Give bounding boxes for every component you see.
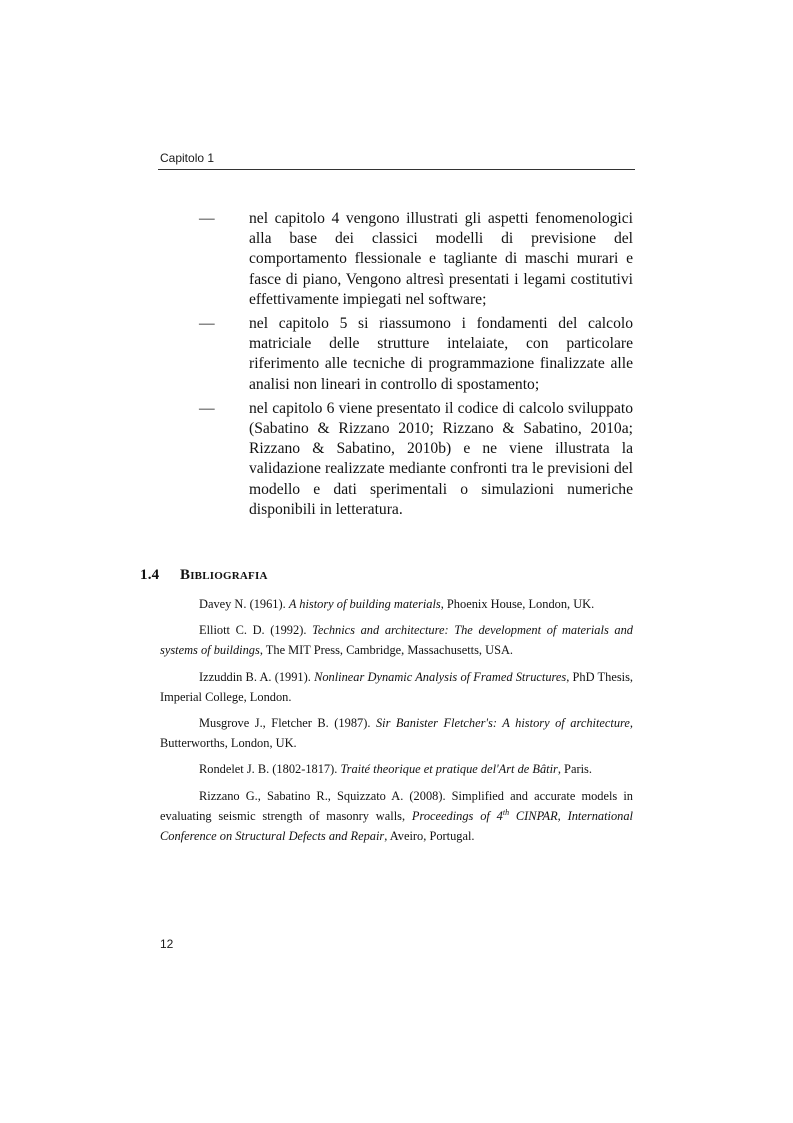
- chapter-item: [199, 399, 633, 520]
- reference-entry: [160, 667, 633, 707]
- reference-publisher: , The MIT Press, Cambridge, Massachusetts, USA.: [259, 643, 514, 658]
- reference-title: Traité theorique et pratique del'Art de Bâtir: [340, 762, 558, 777]
- reference-authors: Musgrove J., Fletcher B. (1987).: [199, 716, 376, 731]
- reference-authors: Rondelet J. B. (1802-1817).: [199, 762, 341, 777]
- reference-title-superscript: th: [502, 807, 510, 817]
- reference-authors: Izzuddin B. A. (1991).: [199, 669, 315, 684]
- chapter-item-text: nel capitolo 6 viene presentato il codice di calcolo sviluppato (Sabatino & Rizzano 2010; Rizzano & Sabatino, 2010a; Rizzano & Sabatino, 2010b) e ne viene illustrata la validazione realizzate mediante confronti tra le previsioni del modello e dati sperimentali o simulazioni numeriche disponibili in letteratura.: [249, 399, 633, 518]
- section-number: 1.4: [140, 567, 160, 583]
- list-dash: —: [199, 210, 215, 227]
- reference-authors: Elliott C. D. (1992).: [199, 623, 313, 638]
- chapter-item: [199, 209, 633, 310]
- reference-publisher: , PhD Thesis, Imperial College, London.: [160, 669, 633, 704]
- reference-publisher: , Paris.: [557, 762, 592, 777]
- reference-entry: [160, 620, 633, 660]
- chapter-item: [199, 314, 633, 395]
- page-number: 12: [160, 937, 174, 951]
- reference-title: Sir Banister Fletcher's: A history of architecture,: [375, 716, 633, 731]
- reference-authors: Davey N. (1961).: [199, 597, 289, 611]
- header-rule: [158, 169, 635, 170]
- reference-title: Nonlinear Dynamic Analysis of Framed Structures: [314, 669, 567, 684]
- reference-title-part: CINPAR, International Conference on Structural Defects and Repair: [160, 808, 633, 844]
- reference-authors: Rizzano G., Sabatino R., Squizzato A. (2008). Simplified and accurate models in evaluating seismic strength of masonry walls,: [160, 788, 633, 823]
- section-heading: [140, 567, 268, 584]
- reference-entry: [160, 594, 633, 614]
- reference-title-part: Proceedings of 4: [411, 808, 503, 823]
- reference-entry: [160, 786, 633, 847]
- reference-publisher: , Phoenix House, London, UK.: [440, 597, 595, 611]
- reference-publisher: Butterworths, London, UK.: [160, 736, 297, 751]
- reference-title: A history of building materials: [288, 597, 441, 611]
- reference-publisher: , Aveiro, Portugal.: [384, 829, 475, 844]
- chapter-item-text: nel capitolo 4 vengono illustrati gli aspetti fenomenologici alla base dei classici modelli di previsione del comportamento flessionale e tagliante di maschi murari e fasce di piano, Vengono altresì presentati i legami costitutivi effettivamente impiegati nel software;: [249, 210, 633, 308]
- list-dash: —: [199, 399, 215, 417]
- list-dash: —: [199, 315, 215, 333]
- chapter-list: [199, 209, 633, 520]
- running-head: Capitolo 1: [160, 151, 215, 165]
- bibliography-list: [160, 594, 633, 852]
- reference-entry: [160, 713, 633, 753]
- reference-title: Technics and architecture: The development of materials and systems of buildings: [160, 623, 633, 658]
- chapter-item-text: nel capitolo 5 si riassumono i fondamenti del calcolo matriciale delle strutture intelaiate, con particolare riferimento alle tecniche di programmazione finalizzate alle analisi non lineari in controllo di spostamento;: [249, 315, 633, 393]
- reference-entry: [160, 759, 633, 779]
- section-title: Bibliografia: [180, 567, 268, 583]
